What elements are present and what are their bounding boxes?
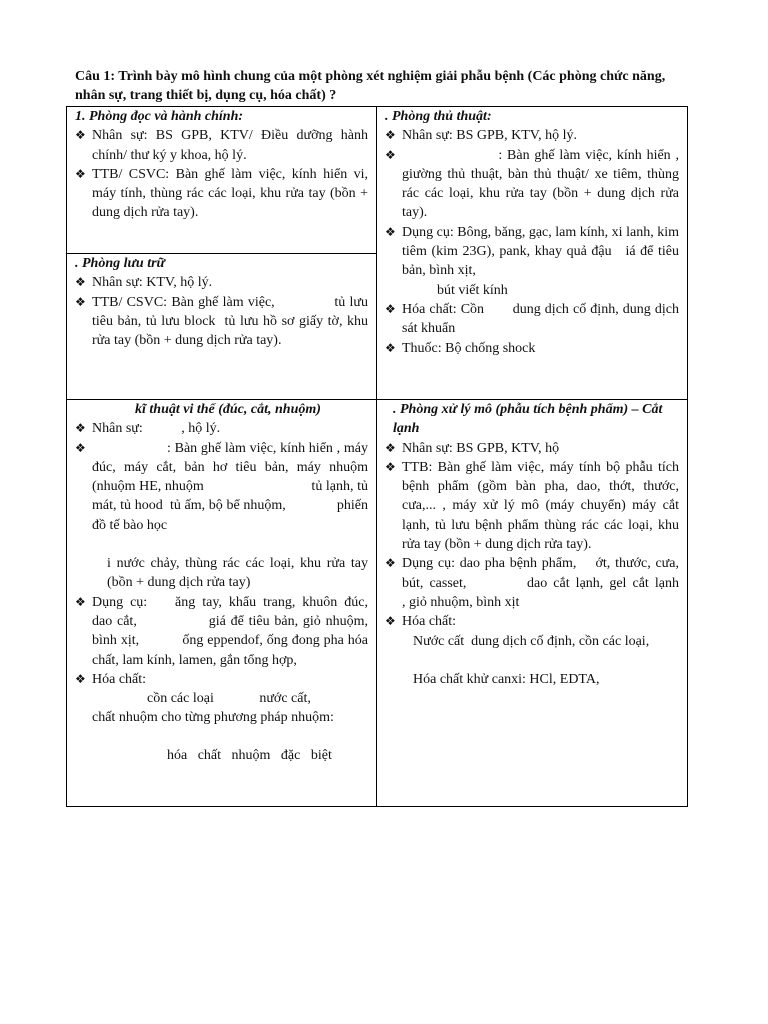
micro-room-title: kĩ thuật vi thể (đúc, cắt, nhuộm)	[135, 402, 321, 417]
tissue-room-equipment: ❖ TTB: Bàn ghế làm việc, máy tính bộ phẫu tích bệnh phẩm (gồm bàn pha, dao, thớt, thước, cưa,... , máy xử lý mô (máy chuyển) máy cắt lạnh, tủ lưu bệnh phẩm thùng rác các loại, khu rửa tay (bồn + dung dịch rửa tay).	[385, 458, 679, 554]
micro-room-water-line: i nước chảy, thùng rác các loại, khu rửa tay (bồn + dung dịch rửa tay)	[107, 556, 368, 591]
cell-tissue-room	[377, 400, 739, 807]
micro-room-chem-2: chất nhuộm cho từng phương pháp nhuộm:	[92, 710, 334, 726]
question-heading: Câu 1: Trình bày mô hình chung của một phòng xét nghiệm giải phẫu bệnh (Các phòng chức năng, nhân sự, trang thiết bị, dụng cụ, hóa chất) ?	[75, 69, 666, 103]
procedure-room-equipment: ❖ : Bàn ghế làm việc, kính hiển , giường thủ thuật, bàn thủ thuật/ xe tiêm, thùng rác các loại, khu rửa tay (bồn + dung dịch rửa tay).	[385, 146, 679, 223]
procedure-room-chemicals: ❖ Hóa chất: Cồn dung dịch cố định, dung dịch sát khuẩn	[385, 300, 679, 339]
reading-room-title: 1. Phòng đọc và hành chính:	[75, 109, 244, 124]
tissue-room-chem-2: Hóa chất khử canxi: HCl, EDTA,	[413, 671, 600, 687]
reading-room-staff: ❖ Nhân sự: BS GPB, KTV/ Điều dưỡng hành chính/ thư ký y khoa, hộ lý.	[75, 126, 368, 165]
procedure-room-tools-cont: bút viết kính	[437, 282, 508, 298]
tissue-room-staff: ❖ Nhân sự: BS GPB, KTV, hộ	[385, 439, 679, 458]
tissue-room-chem-1: Nước cất dung dịch cố định, cồn các loại,	[413, 633, 650, 649]
cell-reading-room	[67, 107, 377, 254]
micro-room-chem-3: hóa chất nhuộm đặc biệt	[167, 747, 332, 763]
tissue-room-chemicals: ❖ Hóa chất:	[385, 612, 679, 631]
micro-room-tools: ❖ Dụng cụ: ăng tay, khẩu trang, khuôn đúc, dao cắt, giá để tiêu bản, giỏ nhuộm, bình xịt, ống eppendof, ống đong pha hóa chất, lam kính, lamen, gắn tổng hợp,	[75, 593, 368, 670]
procedure-room-tools: ❖ Dụng cụ: Bông, băng, gạc, lam kính, xi lanh, kim tiêm (kim 23G), pank, khay quả đậu iá để tiêu bản, bình xịt,	[385, 223, 679, 281]
reading-room-equipment: ❖ TTB/ CSVC: Bàn ghế làm việc, kính hiển vi, máy tính, thùng rác các loại, khu rửa tay (bồn + dung dịch rửa tay).	[75, 165, 368, 223]
micro-room-chemicals: ❖ Hóa chất:	[75, 670, 368, 689]
cell-procedure-room	[377, 107, 688, 400]
procedure-room-title: . Phòng thủ thuật:	[385, 109, 492, 124]
procedure-room-drugs: ❖ Thuốc: Bộ chống shock	[385, 339, 679, 358]
tissue-room-tools: ❖ Dụng cụ: dao pha bệnh phẩm, ớt, thước, cưa, bút, casset, dao cắt lạnh, gel cắt lạnh , giỏ nhuộm, bình xịt	[385, 554, 679, 612]
cell-micro-room	[67, 400, 410, 807]
tissue-room-title: . Phòng xử lý mô (phẫu tích bệnh phẩm) – Cắt lạnh	[393, 402, 663, 437]
procedure-room-staff: ❖ Nhân sự: BS GPB, KTV, hộ lý.	[385, 126, 679, 145]
archive-room-equipment: ❖ TTB/ CSVC: Bàn ghế làm việc, tủ lưu tiêu bản, tủ lưu block tủ lưu hồ sơ giấy tờ, khu rửa tay (bồn + dung dịch rửa tay).	[75, 293, 368, 351]
micro-room-equipment: ❖ : Bàn ghế làm việc, kính hiển , máy đúc, máy cắt, bản hơ tiêu bản, máy nhuộm (nhuộm HE, nhuộm tủ lạnh, tủ mát, tủ hood tủ ấm, bộ bể nhuộm, phiến đồ tế bào học	[75, 439, 368, 535]
archive-room-staff: ❖ Nhân sự: KTV, hộ lý.	[75, 273, 368, 292]
cell-archive-room	[67, 254, 377, 400]
micro-room-staff: ❖ Nhân sự: , hộ lý.	[75, 419, 368, 438]
archive-room-title: . Phòng lưu trữ	[75, 256, 165, 271]
room-model-table	[66, 106, 739, 807]
micro-room-chem-1: cồn các loại nước cất,	[147, 691, 311, 707]
